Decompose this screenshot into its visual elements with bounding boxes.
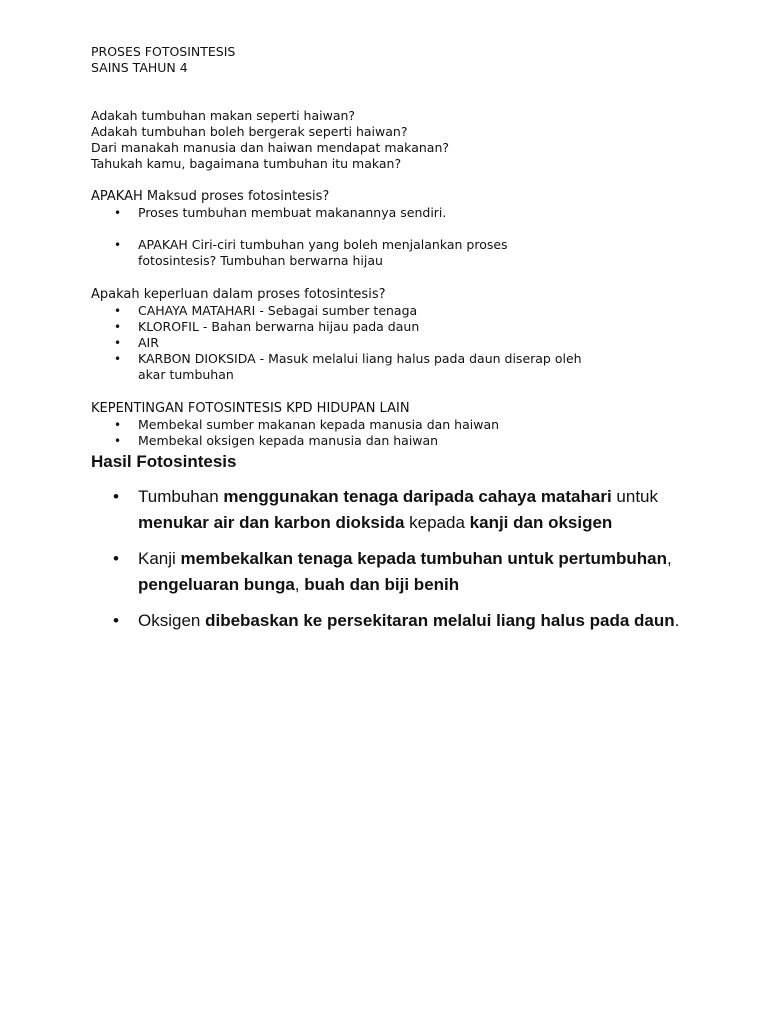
list-item-text: KARBON DIOKSIDA - Masuk melalui liang halus pada daun diserap oleh (138, 351, 582, 366)
bullet-icon: • (114, 352, 122, 366)
document-title: PROSES FOTOSINTESIS (91, 44, 236, 59)
list-item-text: CAHAYA MATAHARI - Sebagai sumber tenaga (138, 303, 418, 318)
list-item (91, 608, 691, 634)
bullet-icon: • (114, 434, 122, 448)
list-item-text: KLOROFIL - Bahan berwarna hijau pada daun (138, 319, 420, 334)
bullet-list (91, 205, 508, 221)
hasil-list (91, 484, 691, 644)
section-meaning (91, 189, 508, 269)
text-run-bold: buah dan biji benih (304, 575, 460, 594)
list-item-text: Membekal sumber makanan kepada manusia dan haiwan (138, 417, 500, 432)
question-line: Tahukah kamu, bagaimana tumbuhan itu makan? (91, 156, 402, 171)
list-item (91, 303, 582, 319)
section-heading: KEPENTINGAN FOTOSINTESIS KPD HIDUPAN LAIN (91, 401, 410, 416)
list-item-question: APAKAH Ciri-ciri tumbuhan yang boleh menjalankan proses (138, 237, 508, 252)
text-run: . (674, 611, 680, 630)
question-line: Adakah tumbuhan makan seperti haiwan? (91, 108, 356, 123)
list-item-text: AIR (138, 335, 159, 350)
list-item (91, 335, 582, 351)
section-heading: APAKAH Maksud proses fotosintesis? (91, 189, 330, 204)
document-subtitle: SAINS TAHUN 4 (91, 60, 188, 75)
list-item-answer: Tumbuhan berwarna hijau (216, 253, 383, 268)
intro-questions (91, 108, 449, 172)
bullet-list (91, 237, 508, 269)
bullet-icon: • (113, 487, 119, 506)
section-importance (91, 401, 499, 449)
bullet-icon: • (114, 238, 122, 252)
list-item (91, 205, 508, 221)
list-item-question: fotosintesis? (138, 253, 217, 268)
bullet-icon: • (113, 611, 119, 630)
bullet-icon: • (114, 206, 122, 220)
hasil-title: Hasil Fotosintesis (91, 452, 237, 471)
text-run-bold: membekalkan tenaga kepada tumbuhan untuk pertumbuhan (180, 549, 668, 568)
bullet-list (91, 303, 582, 383)
list-item-text: akar tumbuhan (138, 367, 234, 382)
list-item (91, 546, 691, 598)
section-heading: Apakah keperluan dalam proses fotosintesis? (91, 287, 386, 302)
text-run: untuk (611, 487, 658, 506)
list-item (91, 484, 691, 536)
bullet-list (91, 417, 499, 449)
bullet-icon: • (113, 549, 119, 568)
document-header (91, 44, 235, 76)
text-run: Tumbuhan (138, 487, 224, 506)
text-run: Oksigen (138, 611, 206, 630)
list-item (91, 433, 499, 449)
list-item-text: Membekal oksigen kepada manusia dan haiwan (138, 433, 439, 448)
list-item (91, 351, 582, 383)
text-run: , (667, 549, 672, 568)
question-line: Dari manakah manusia dan haiwan mendapat makanan? (91, 140, 449, 155)
bullet-icon: • (114, 418, 122, 432)
list-item (91, 237, 508, 269)
question-line: Adakah tumbuhan boleh bergerak seperti haiwan? (91, 124, 408, 139)
list-item (91, 319, 582, 335)
text-run: , (294, 575, 305, 594)
text-run-bold: dibebaskan ke persekitaran melalui liang halus pada daun (205, 611, 675, 630)
text-run-bold: kanji dan oksigen (469, 513, 613, 532)
section-requirements (91, 287, 582, 383)
list-item-text: Proses tumbuhan membuat makanannya sendiri. (138, 205, 447, 220)
text-run: kepada (404, 513, 470, 532)
list-item (91, 417, 499, 433)
text-run-bold: menggunakan tenaga daripada cahaya matahari (223, 487, 612, 506)
bullet-icon: • (114, 320, 122, 334)
bullet-icon: • (114, 336, 122, 350)
text-run-bold: pengeluaran bunga (138, 575, 295, 594)
text-run: Kanji (138, 549, 181, 568)
bullet-icon: • (114, 304, 122, 318)
text-run-bold: menukar air dan karbon dioksida (138, 513, 405, 532)
